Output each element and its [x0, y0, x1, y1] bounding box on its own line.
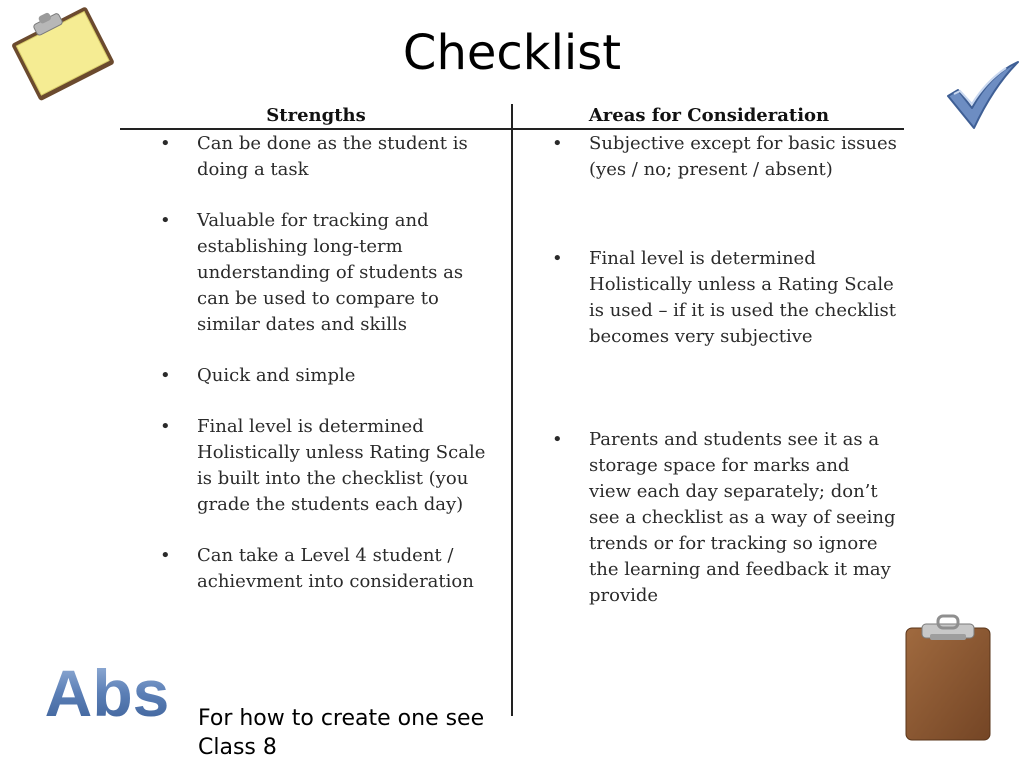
slide-title: Checklist — [402, 25, 622, 81]
bullet: • — [552, 429, 563, 450]
consideration-text: Subjective except for basic issues (yes / no; present / absent) — [589, 133, 897, 180]
consideration-text: Final level is determined Holistically unless a Rating Scale is used – if it is used the checklist becomes very subjective — [589, 248, 896, 347]
footnote: For how to create one see Class 8 — [198, 706, 485, 760]
considerations-header: Areas for Consideration — [588, 105, 830, 126]
list-item — [160, 208, 500, 338]
strength-text: Final level is determined Holistically unless Rating Scale is built into the checklist (you grade the students each day) — [197, 416, 486, 515]
consideration-text: Parents and students see it as a storage space for marks and view each day separately; don’t see a checklist as a way of seeing trends or for tracking so ignore the learning and feedback it may provide — [589, 429, 896, 606]
strengths-header: Strengths — [266, 105, 366, 126]
brown-clipboard-icon — [902, 614, 994, 744]
list-item — [160, 131, 500, 183]
list-item — [552, 427, 897, 609]
bullet: • — [160, 365, 171, 386]
list-item — [160, 414, 500, 518]
bullet: • — [160, 210, 171, 231]
column-divider — [511, 104, 513, 716]
list-item — [552, 131, 897, 183]
bullet: • — [160, 133, 171, 154]
strength-text: Quick and simple — [197, 365, 356, 386]
strength-text: Can be done as the student is doing a task — [197, 133, 468, 180]
bullet: • — [160, 545, 171, 566]
bullet: • — [552, 248, 563, 269]
considerations-list — [552, 131, 897, 609]
strength-text: Valuable for tracking and establishing long-term understanding of students as can be used to compare to similar dates and skills — [197, 210, 464, 335]
list-item — [160, 543, 500, 595]
bullet: • — [160, 416, 171, 437]
list-item — [160, 363, 500, 389]
abs-logo — [32, 654, 182, 730]
abs-logo-text: Abs — [44, 656, 170, 730]
list-item — [552, 246, 897, 350]
strengths-list — [160, 131, 500, 595]
checkmark-icon — [944, 58, 1022, 134]
strength-text: Can take a Level 4 student / achievment into consideration — [197, 545, 474, 592]
bullet: • — [552, 133, 563, 154]
